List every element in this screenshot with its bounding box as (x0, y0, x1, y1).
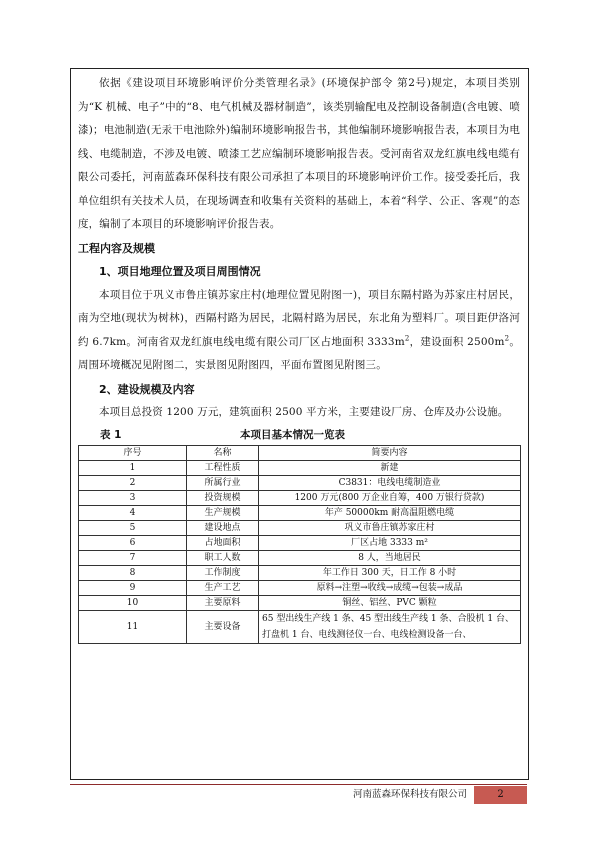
table-row (79, 490, 521, 505)
cell-no: 11 (79, 610, 187, 643)
location-text-a: 本项目位于巩义市鲁庄镇苏家庄村(地理位置见附图一)，项目东隔村路为苏家庄村居民，南为空地(现状为树林)，西隔村路为居民，北隔村路为居民，东北角为塑料厂。项目距伊洛河约 6.7km。河南省双龙红旗电线电缆有限公司厂区占地面积 3333m (78, 288, 520, 348)
cell-no: 5 (79, 520, 187, 535)
cell-content: 年工作日 300 天，日工作 8 小时 (259, 565, 521, 580)
cell-no: 4 (79, 505, 187, 520)
cell-name: 工作制度 (187, 565, 259, 580)
cell-content: 厂区占地 3333 m² (259, 535, 521, 550)
cell-name: 占地面积 (187, 535, 259, 550)
table-row (79, 520, 521, 535)
cell-no: 1 (79, 460, 187, 475)
cell-content: 65 型出线生产线 1 条、45 型出线生产线 1 条、合股机 1 台、打盘机 1 台、电线测径仪一台、电线检测设备一台、 (259, 610, 521, 643)
cell-no: 6 (79, 535, 187, 550)
subsection-heading-location: 1、项目地理位置及项目周围情况 (99, 265, 261, 278)
location-text-c: 。周围环境概况见附图二，实景图见附图四，平面布置图见附图三。 (78, 335, 520, 371)
cell-name: 主要原料 (187, 595, 259, 610)
project-info-table (78, 445, 521, 644)
table-header-row (79, 445, 521, 460)
cell-no: 2 (79, 475, 187, 490)
table-row (79, 505, 521, 520)
footer-company: 河南蓝森环保科技有限公司 (353, 789, 468, 800)
table-row (79, 550, 521, 565)
table-row (79, 580, 521, 595)
table-row (79, 610, 521, 643)
cell-name: 生产工艺 (187, 580, 259, 595)
cell-name: 职工人数 (187, 550, 259, 565)
cell-name: 工程性质 (187, 460, 259, 475)
cell-content: 年产 50000km 耐高温阻燃电缆 (259, 505, 521, 520)
cell-content: 新建 (259, 460, 521, 475)
cell-no: 7 (79, 550, 187, 565)
location-paragraph (78, 284, 520, 378)
page-footer (70, 784, 527, 804)
superscript-2: 2 (504, 334, 510, 342)
location-text-b: ，建设面积 2500m (409, 335, 505, 348)
cell-content: 1200 万元(800 万企业自筹，400 万银行贷款) (259, 490, 521, 505)
table-row (79, 565, 521, 580)
superscript-2: 2 (404, 334, 410, 342)
table-title: 本项目基本情况一览表 (240, 428, 345, 441)
table-row (79, 475, 521, 490)
cell-name: 投资规模 (187, 490, 259, 505)
cell-name: 建设地点 (187, 520, 259, 535)
cell-no: 3 (79, 490, 187, 505)
table-row (79, 535, 521, 550)
cell-content: 巩义市鲁庄镇苏家庄村 (259, 520, 521, 535)
table-row (79, 595, 521, 610)
cell-no: 9 (79, 580, 187, 595)
table-row (79, 460, 521, 475)
subsection-heading-scale: 2、建设规模及内容 (99, 382, 195, 396)
cell-no: 10 (79, 595, 187, 610)
header-no: 序号 (79, 445, 187, 460)
cell-content: 8 人，当地居民 (259, 550, 521, 565)
header-content: 简要内容 (259, 445, 521, 460)
cell-no: 8 (79, 565, 187, 580)
footer-rule (70, 784, 527, 785)
scale-paragraph: 本项目总投资 1200 万元，建筑面积 2500 平方米，主要建设厂房、仓库及办公设施。 (99, 406, 509, 418)
page-number: 2 (474, 786, 527, 804)
table-caption (78, 425, 520, 445)
section-heading: 工程内容及规模 (78, 241, 155, 255)
cell-content: 原料→注塑→收线→成缆→包装→成品 (259, 580, 521, 595)
cell-name: 所属行业 (187, 475, 259, 490)
cell-content: 铜丝、铝丝、PVC 颗粒 (259, 595, 521, 610)
document-content (78, 72, 520, 644)
cell-content: C3831：电线电缆制造业 (259, 475, 521, 490)
cell-name: 主要设备 (187, 610, 259, 643)
header-name: 名称 (187, 445, 259, 460)
table-label: 表 1 (100, 428, 122, 441)
intro-paragraph: 依据《建设项目环境影响评价分类管理名录》(环境保护部令 第2号)规定，本项目类别为“K 机械、电子”中的“8、电气机械及器材制造”，该类别输配电及控制设备制造(含电镀、喷漆)；电池制造(无汞干电池除外)编制环境影响报告书，其他编制环境影响报告表，本项目为电线、电缆制造，不涉及电镀、喷漆工艺应编制环境影响报告表。受河南省双龙红旗电线电缆有限公司委托，河南蓝森环保科技有限公司承担了本项目的环境影响评价工作。接受委托后，我单位组织有关技术人员，在现场调查和收集有关资料的基础上，本着“科学、公正、客观”的态度，编制了本项目的环境影响评价报告表。 (78, 77, 520, 230)
cell-name: 生产规模 (187, 505, 259, 520)
